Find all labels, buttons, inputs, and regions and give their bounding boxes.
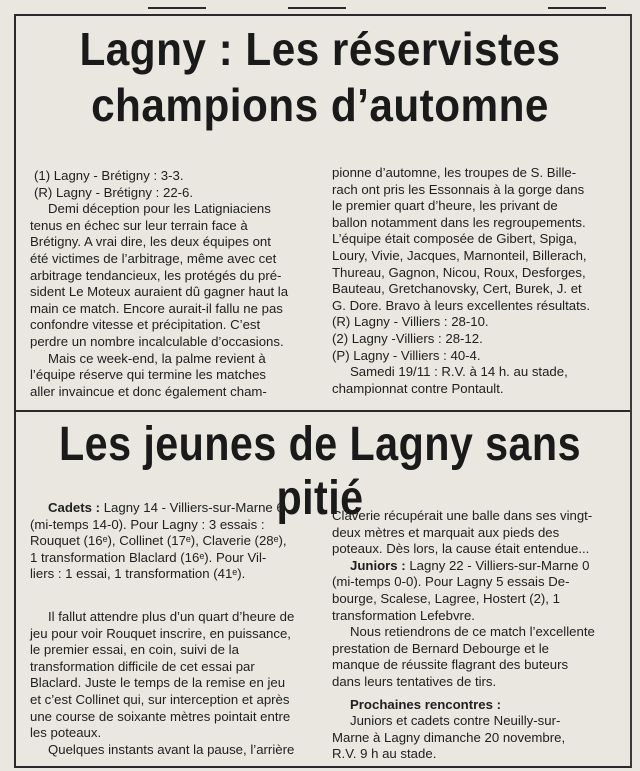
text-line: (mi-temps 0-0). Pour Lagny 5 essais De- [332, 574, 570, 590]
text-line: une course de soixante mètres pointait entre [30, 708, 291, 724]
text-line: poteaux. Dès lors, la cause était entendue... [332, 541, 590, 557]
text-line: Lagny 22 - Villiers-sur-Marne 0 [405, 557, 590, 573]
text-line: confondre vitesse et précipitation. C’est [30, 317, 261, 333]
article2-col-right [332, 508, 618, 763]
score-line: (2) Lagny -Villiers : 28-12. [332, 330, 483, 346]
text-line: tenus en échec sur leur terrain face à [30, 217, 248, 233]
text-line: Samedi 19/11 : R.V. à 14 h. au stade, [350, 364, 568, 380]
text-line: Demi déception pour les Latigniaciens [48, 201, 271, 217]
text-line: perdre un nombre incalculable d’occasions. [30, 333, 284, 349]
article1-col-right [332, 165, 618, 397]
text-line: Quelques instants avant la pause, l’arrière [48, 741, 295, 757]
text-line: main ce match. Encore aurait-il fallu ne pas [30, 300, 283, 316]
next-matches-label: Prochaines rencontres : [350, 696, 501, 712]
text-line: le premier quart d’heure, les privant de [332, 198, 558, 214]
text-line: transformation Lefebvre. [332, 607, 475, 623]
text-line: Thureau, Gagnon, Nicou, Roux, Desforges, [332, 264, 586, 280]
text-line: R.V. 9 h au stade. [332, 746, 437, 762]
article1-headline-line2: champions d’automne [91, 79, 549, 131]
text-line: dans leurs tentatives de tirs. [332, 673, 497, 689]
text-line: transformation difficile de cet essai par [30, 658, 255, 674]
cadets-label: Cadets : [48, 500, 101, 515]
text-line: Bauteau, Gretchanovsky, Cert, Burek, J. et [332, 281, 582, 297]
text-line: aller invaincue et donc également cham- [30, 383, 267, 399]
text-line: deux mètres et marquait aux pieds des [332, 524, 560, 540]
text-line: Claverie récupérait une balle dans ses vingt- [332, 508, 593, 523]
text-line: Marne à Lagny dimanche 20 novembre, [332, 729, 566, 745]
article2-headline: Les jeunes de Lagny sans pitié [59, 418, 581, 525]
text-line: Nous retiendrons de ce match l’excellente [350, 624, 595, 640]
text-line: prestation de Bernard Debourge et le [332, 640, 550, 656]
text-line: Brétigny. A vrai dire, les deux équipes ont [30, 234, 271, 250]
text-line: (1) Lagny - Brétigny : 3-3. [34, 168, 184, 183]
text-line: jeu pour voir Rouquet inscrire, en puissance, [30, 625, 291, 641]
text-line: le premier essai, en coin, suivi de la [30, 642, 239, 658]
text-line: Loury, Vivie, Jacques, Marnonteil, Billerach, [332, 247, 587, 263]
article1-headline-line1: Lagny : Les réservistes [79, 23, 561, 75]
text-line: (R) Lagny - Brétigny : 22-6. [34, 184, 194, 200]
text-line: liers : 1 essai, 1 transformation (41ᵉ). [30, 566, 246, 582]
top-rule [548, 7, 606, 9]
text-line: championnat contre Pontault. [332, 380, 504, 396]
score-line: (P) Lagny - Villiers : 40-4. [332, 347, 481, 363]
text-line: l’équipe réserve qui termine les matches [30, 367, 267, 383]
text-line: Lagny 14 - Villiers-sur-Marne 6 [100, 500, 284, 515]
text-line: ballon notamment dans les regroupements. [332, 214, 586, 230]
text-line: été victimes de l’arbitrage, même avec cet [30, 250, 277, 266]
text-line: Il fallut attendre plus d’un quart d’heure de [48, 608, 295, 624]
top-rules [0, 0, 640, 14]
juniors-label: Juniors : [350, 557, 406, 573]
text-line: Rouquet (16ᵉ), Collinet (17ᵉ), Claverie (28ᵉ), [30, 533, 287, 549]
text-line: les poteaux. [30, 725, 102, 741]
text-line: Blaclard. Juste le temps de la remise en jeu [30, 675, 286, 691]
top-rule [148, 7, 206, 9]
text-line: et c’est Collinet qui, sur interception et après [30, 691, 290, 707]
text-line: pionne d’automne, les troupes de S. Bille- [332, 165, 577, 180]
text-line: G. Dore. Bravo à leurs excellentes résultats. [332, 297, 590, 313]
text-line: (mi-temps 14-0). Pour Lagny : 3 essais : [30, 516, 265, 532]
top-rule [288, 7, 346, 9]
text-line: Mais ce week-end, la palme revient à [48, 350, 266, 366]
article1-col-left [30, 168, 300, 400]
text-line: Juniors et cadets contre Neuilly-sur- [350, 713, 561, 729]
score-line: (R) Lagny - Villiers : 28-10. [332, 314, 489, 330]
text-line: arbitrage tendancieux, les protégés du pré- [30, 267, 282, 283]
article2-col-left [30, 500, 302, 758]
text-line: manque de réussite flagrant des buteurs [332, 657, 569, 673]
text-line: 1 transformation Blaclard (16ᵉ). Pour Vil- [30, 549, 267, 565]
text-line: rach ont pris les Essonnais à la gorge dans [332, 181, 585, 197]
text-line: bourge, Scalese, Lagree, Hostert (2), 1 [332, 590, 560, 606]
text-line: sident Le Moteux auraient dû gagner haut la [30, 284, 289, 300]
section-divider [14, 410, 630, 412]
text-line: L’équipe était composée de Gibert, Spiga, [332, 231, 577, 247]
